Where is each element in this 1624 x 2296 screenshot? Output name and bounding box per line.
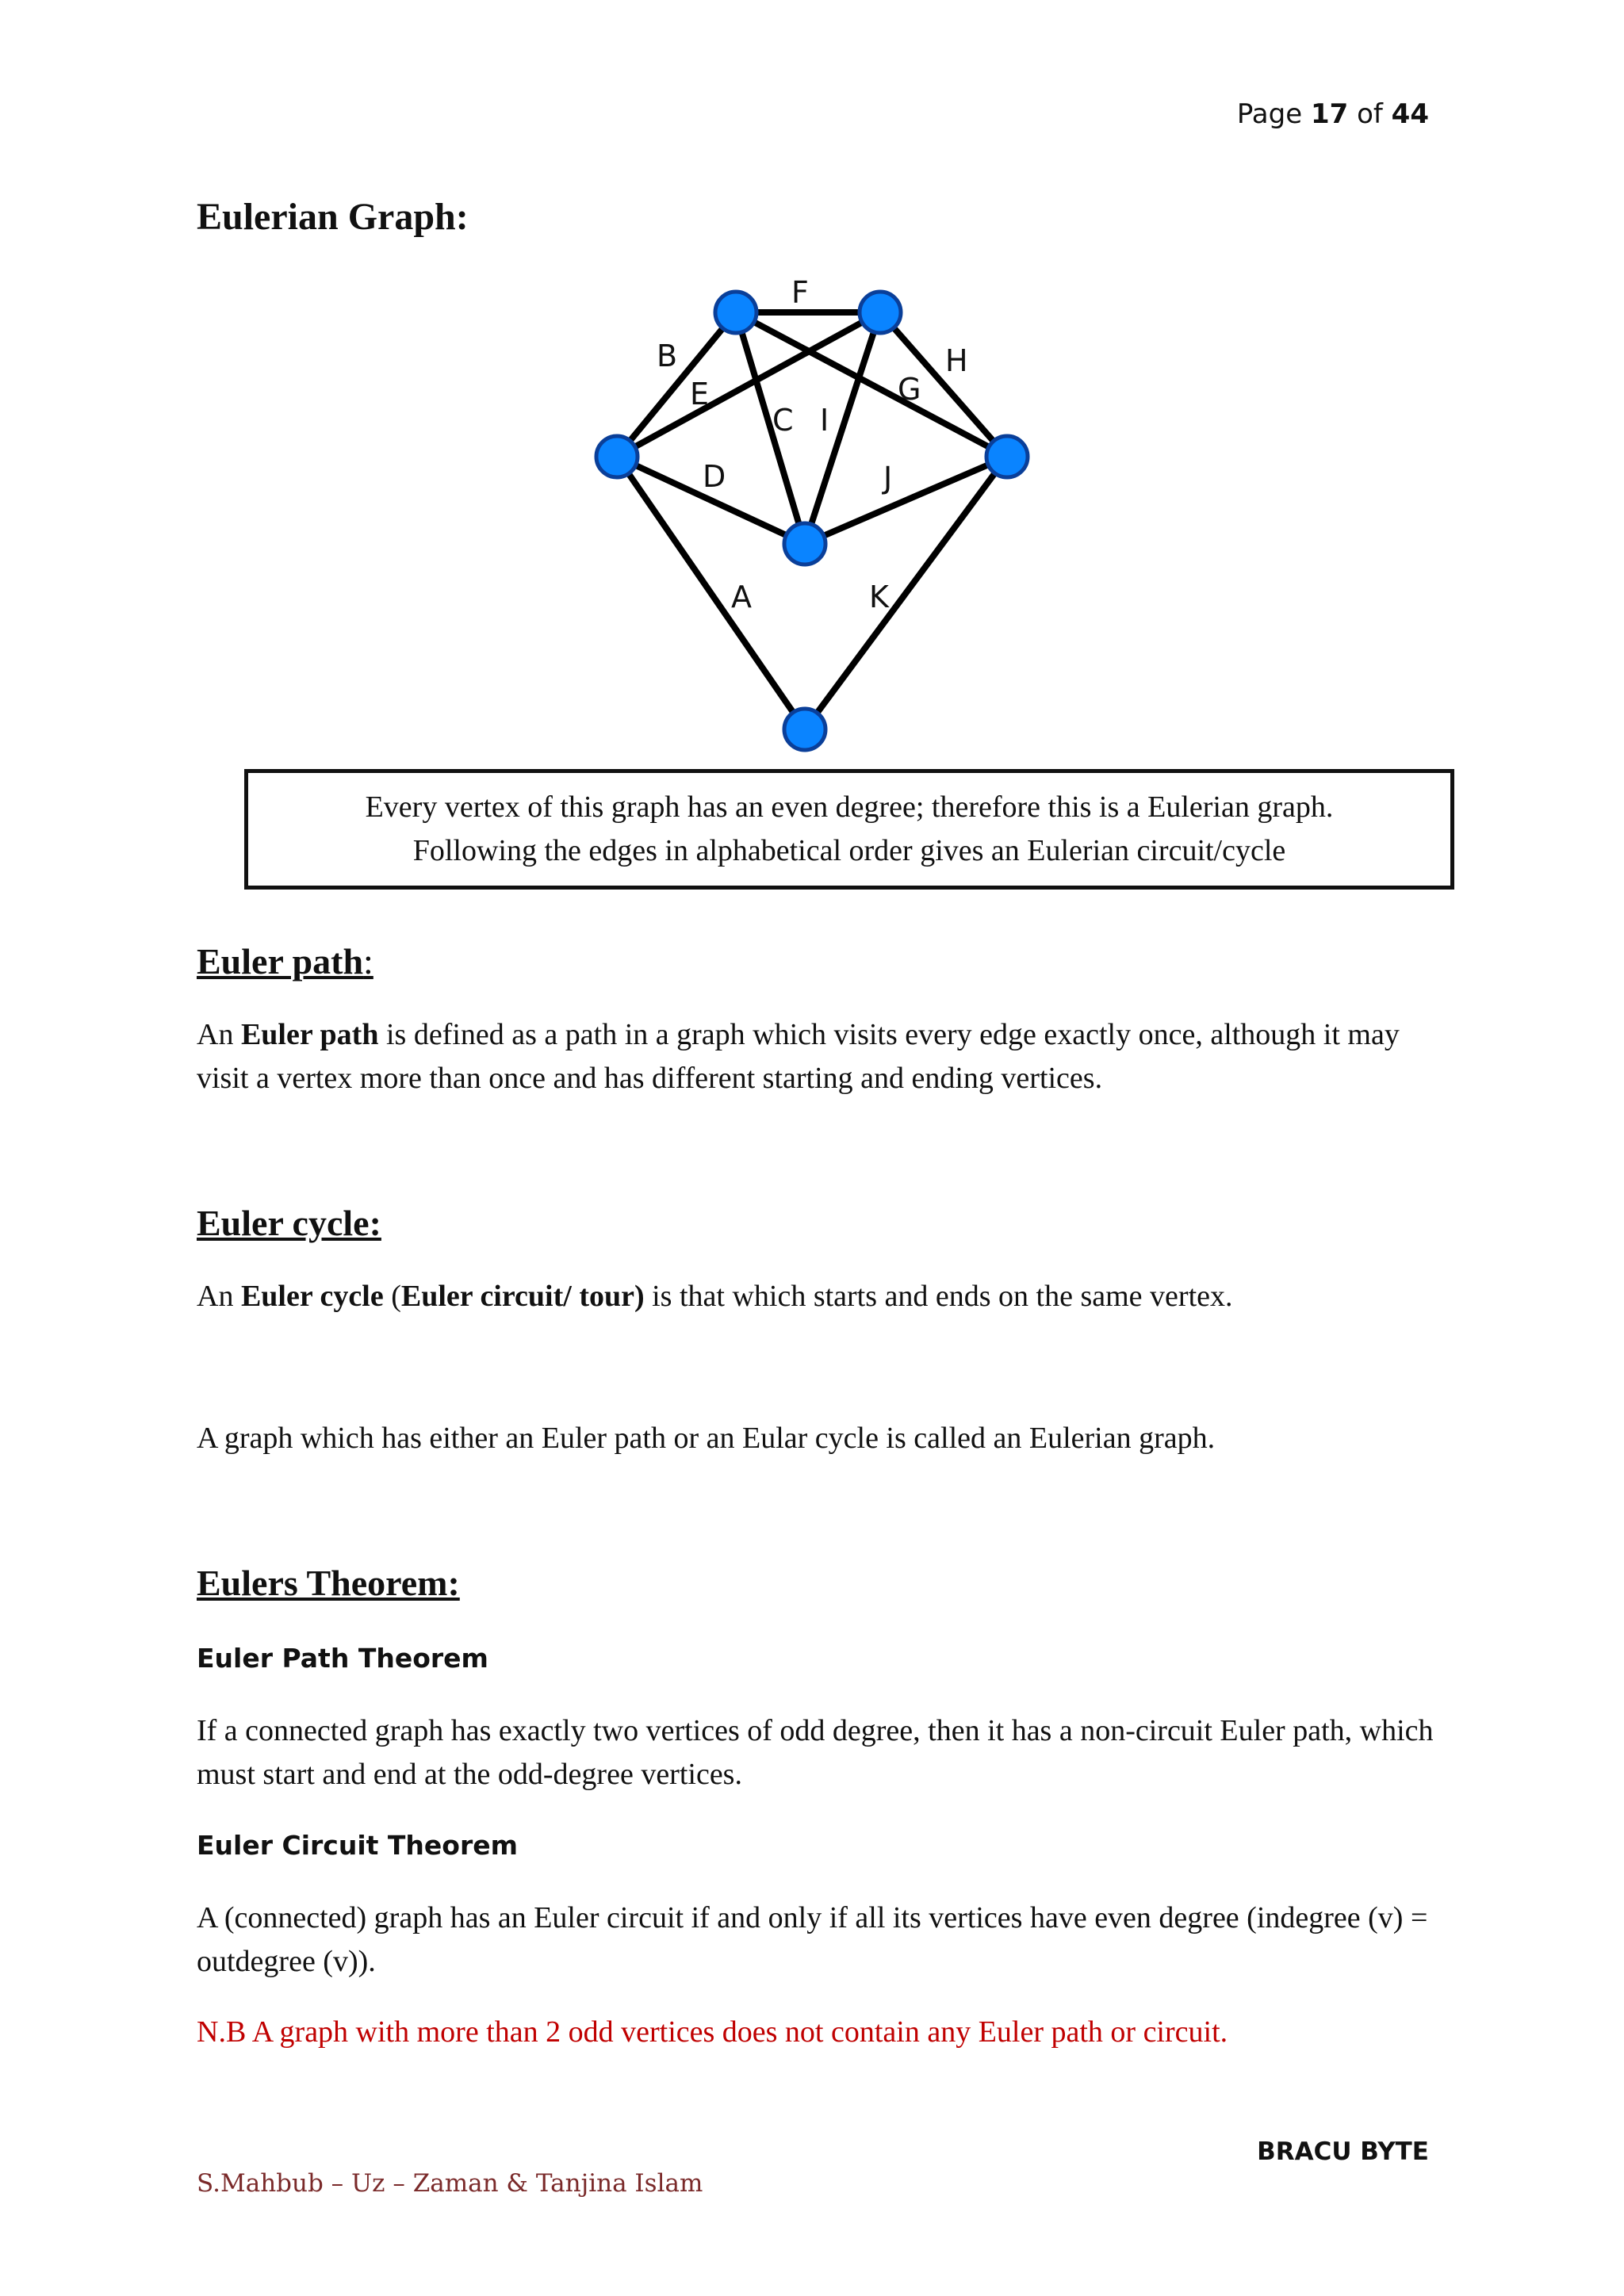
- vertex-top-right: [860, 292, 901, 333]
- vertex-center: [784, 523, 825, 564]
- edge-label-d: D: [703, 459, 726, 494]
- eulerian-graph-figure: [587, 277, 1047, 753]
- vertex-right: [986, 436, 1028, 477]
- edge-label-e: E: [690, 377, 710, 411]
- edge-label-b: B: [657, 339, 678, 373]
- eulerian-graph-note-box: [244, 769, 1454, 890]
- euler-path-definition: [197, 1013, 1450, 1100]
- footer-authors: S.Mahbub – Uz – Zaman & Tanjina Islam: [197, 2169, 703, 2198]
- euler-circuit-theorem-title: Euler Circuit Theorem: [197, 1830, 519, 1861]
- edge-label-i: I: [820, 403, 829, 438]
- euler-path-term: Euler path: [240, 1018, 379, 1051]
- euler-cycle-pre: An: [197, 1280, 234, 1313]
- edge-label-g: G: [898, 372, 921, 407]
- eulers-theorem-heading: Eulers Theorem:: [197, 1563, 460, 1603]
- vertex-top-left: [715, 292, 756, 333]
- euler-cycle-heading: Euler cycle:: [197, 1203, 381, 1243]
- euler-path-post: is defined as a path in a graph which visits every edge exactly once, although it may visit a vertex more than once and has different starting and ending vertices.: [197, 1018, 1400, 1095]
- page-number: [1237, 98, 1429, 130]
- note-line-2: Following the edges in alphabetical order gives an Eulerian circuit/cycle: [412, 834, 1286, 867]
- edge-label-a: A: [731, 580, 752, 614]
- euler-path-theorem-title: Euler Path Theorem: [197, 1643, 488, 1674]
- edge-label-k: K: [869, 580, 889, 614]
- euler-circuit-term: Euler circuit/ tour): [400, 1280, 645, 1313]
- euler-cycle-post: is that which starts and ends on the same vertex.: [652, 1280, 1233, 1313]
- euler-path-pre: An: [197, 1018, 234, 1051]
- page-current: 17: [1310, 98, 1349, 130]
- euler-path-theorem-text: If a connected graph has exactly two vertices of odd degree, then it has a non-circuit Euler path, which must start and end at the odd-degree vertices.: [197, 1714, 1434, 1791]
- edge-b: [617, 312, 736, 457]
- edge-label-j: J: [883, 461, 893, 496]
- nb-note: N.B A graph with more than 2 odd vertices does not contain any Euler path or circuit.: [197, 2015, 1228, 2049]
- euler-circuit-theorem-text: A (connected) graph has an Euler circuit if and only if all its vertices have even degree (indegree (v) = outdegree (v)).: [197, 1901, 1428, 1978]
- edge-label-f: F: [791, 277, 809, 310]
- vertex-left: [596, 436, 638, 477]
- euler-cycle-open-paren: (: [391, 1280, 401, 1313]
- page-prefix: Page: [1236, 98, 1303, 130]
- euler-path-heading-colon: :: [363, 941, 373, 982]
- footer-brand: BRACU BYTE: [1257, 2137, 1429, 2166]
- page-total: 44: [1391, 98, 1429, 130]
- note-line-1: Every vertex of this graph has an even degree; therefore this is a Eulerian graph.: [365, 790, 1334, 824]
- eulerian-definition: A graph which has either an Euler path or an Eular cycle is called an Eulerian graph.: [197, 1422, 1216, 1455]
- vertex-bottom: [784, 709, 825, 750]
- edge-label-c: C: [772, 403, 794, 438]
- page-of: of: [1357, 98, 1383, 130]
- euler-cycle-term: Euler cycle: [240, 1280, 384, 1313]
- euler-path-heading-text: Euler path: [197, 941, 364, 982]
- euler-path-heading: [197, 940, 373, 982]
- eulerian-graph-heading: Eulerian Graph:: [197, 196, 469, 238]
- edge-label-h: H: [945, 343, 968, 378]
- euler-cycle-definition: [197, 1275, 1450, 1318]
